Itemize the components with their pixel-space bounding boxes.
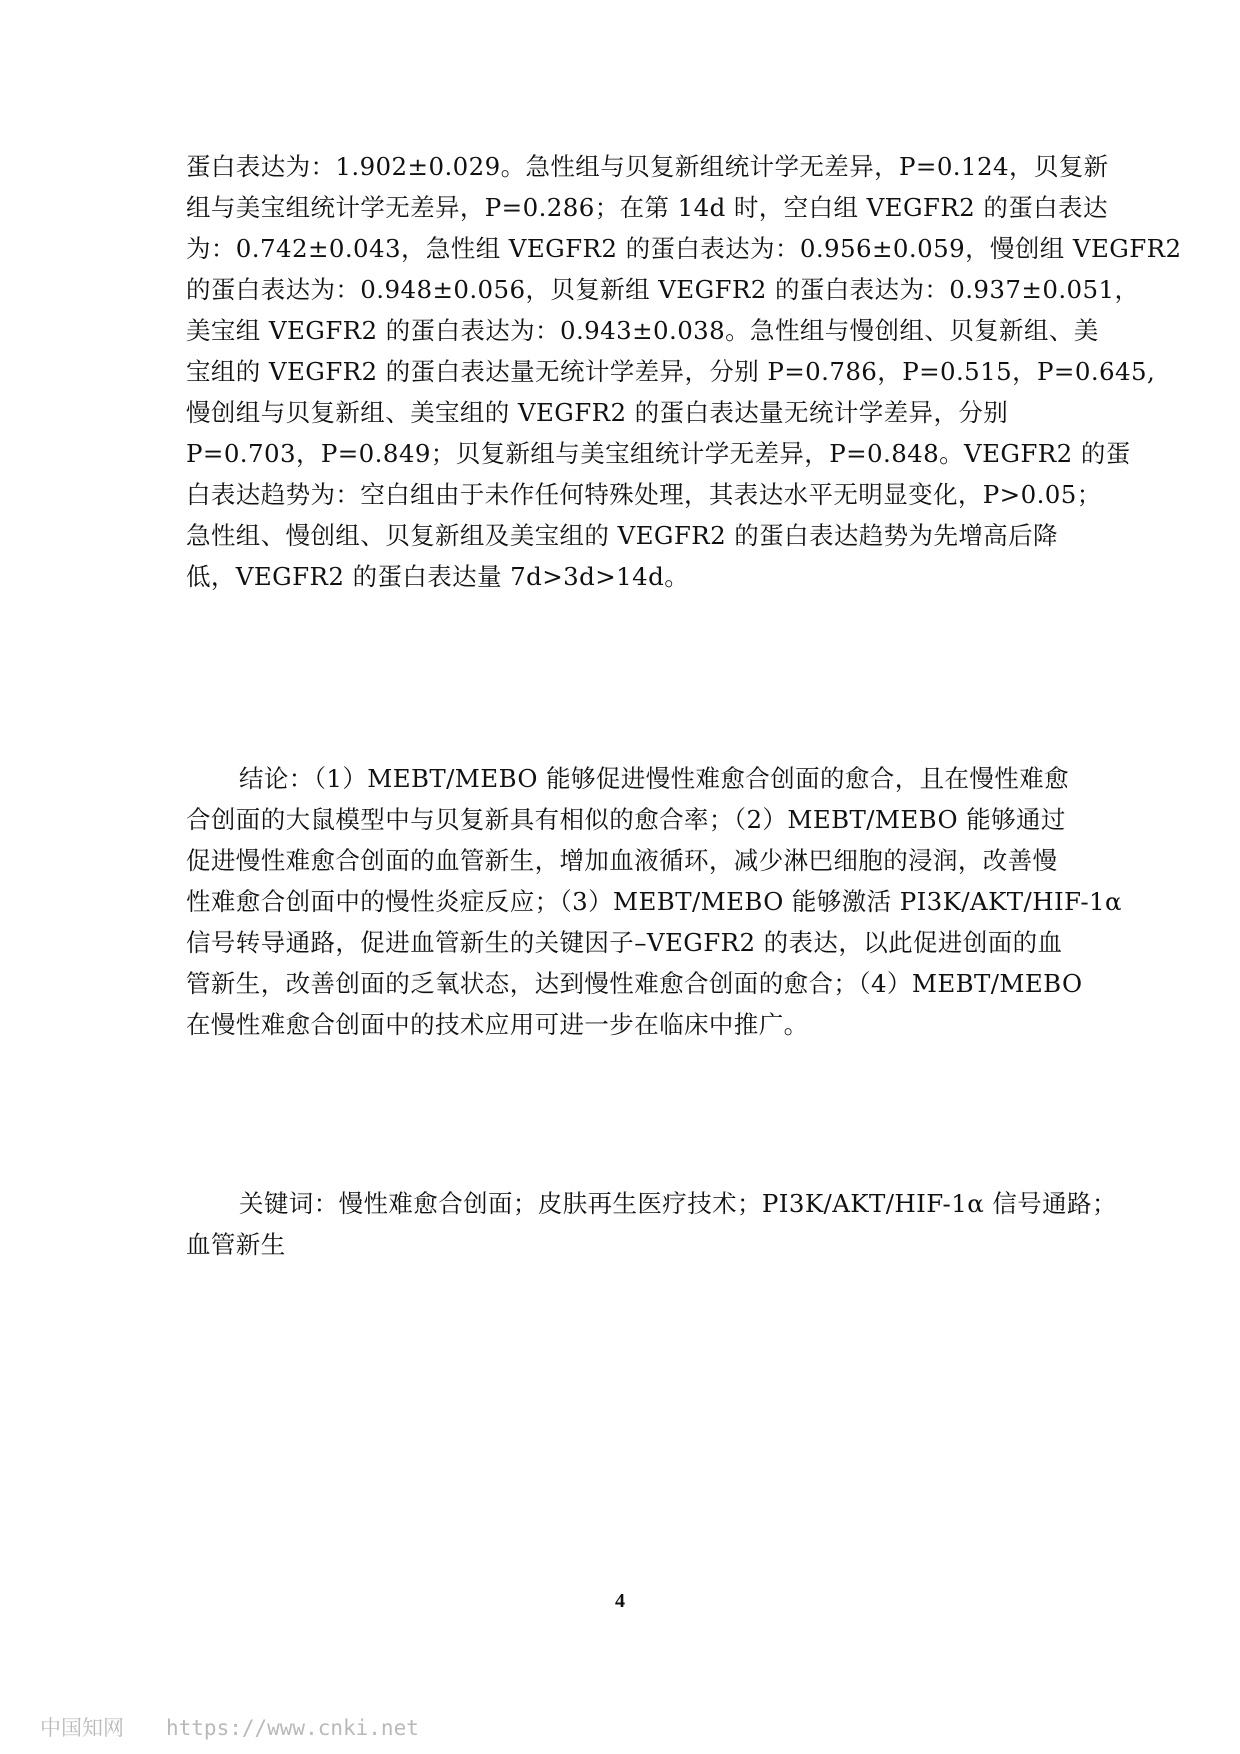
text-line: 蛋白表达为：1.902±0.029。急性组与贝复新组统计学无差异，P=0.124，贝复新 xyxy=(186,152,1109,181)
conclusion-paragraph xyxy=(186,758,1122,1045)
footer-site-name: 中国知网 xyxy=(40,1716,124,1740)
keywords-paragraph xyxy=(186,1183,1117,1265)
text-line: 关键词：慢性难愈合创面；皮肤再生医疗技术；PI3K/AKT/HIF-1α 信号通路； xyxy=(239,1189,1117,1218)
text-line: 美宝组 VEGFR2 的蛋白表达为：0.943±0.038。急性组与慢创组、贝复新组、美 xyxy=(186,316,1099,345)
text-line: 慢创组与贝复新组、美宝组的 VEGFR2 的蛋白表达量无统计学差异，分别 xyxy=(186,398,1009,427)
text-line: 为：0.742±0.043，急性组 VEGFR2 的蛋白表达为：0.956±0.059，慢创组 VEGFR2 xyxy=(186,234,1182,263)
text-line: 促进慢性难愈合创面的血管新生，增加血液循环，减少淋巴细胞的浸润，改善慢 xyxy=(186,846,1058,875)
page-number: 4 xyxy=(615,1590,625,1612)
text-line: 低，VEGFR2 的蛋白表达量 7d>3d>14d。 xyxy=(186,562,690,591)
text-line: 结论：（1）MEBT/MEBO 能够促进慢性难愈合创面的愈合，且在慢性难愈 xyxy=(239,764,1070,793)
text-line: 急性组、慢创组、贝复新组及美宝组的 VEGFR2 的蛋白表达趋势为先增高后降 xyxy=(186,521,1058,550)
footer-url: https://www.cnki.net xyxy=(166,1716,419,1740)
text-line: 白表达趋势为：空白组由于未作任何特殊处理，其表达水平无明显变化，P>0.05； xyxy=(186,480,1102,509)
text-line: 性难愈合创面中的慢性炎症反应；（3）MEBT/MEBO 能够激活 PI3K/AKT/HIF-1α xyxy=(186,887,1122,916)
text-line: 合创面的大鼠模型中与贝复新具有相似的愈合率；（2）MEBT/MEBO 能够通过 xyxy=(186,805,1066,834)
text-line: 血管新生 xyxy=(186,1230,286,1259)
text-line: P=0.703，P=0.849；贝复新组与美宝组统计学无差异，P=0.848。VEGFR2 的蛋 xyxy=(186,439,1131,468)
text-line: 在慢性难愈合创面中的技术应用可进一步在临床中推广。 xyxy=(186,1010,809,1039)
text-line: 宝组的 VEGFR2 的蛋白表达量无统计学差异，分别 P=0.786，P=0.515，P=0.645, xyxy=(186,357,1156,386)
results-paragraph xyxy=(186,146,1182,597)
text-line: 组与美宝组统计学无差异，P=0.286；在第 14d 时，空白组 VEGFR2 的蛋白表达 xyxy=(186,193,1108,222)
watermark-footer xyxy=(40,1712,419,1742)
text-line: 信号转导通路，促进血管新生的关键因子–VEGFR2 的表达，以此促进创面的血 xyxy=(186,928,1063,957)
text-line: 的蛋白表达为：0.948±0.056，贝复新组 VEGFR2 的蛋白表达为：0.937±0.051， xyxy=(186,275,1140,304)
text-line: 管新生，改善创面的乏氧状态，达到慢性难愈合创面的愈合；（4）MEBT/MEBO xyxy=(186,969,1083,998)
